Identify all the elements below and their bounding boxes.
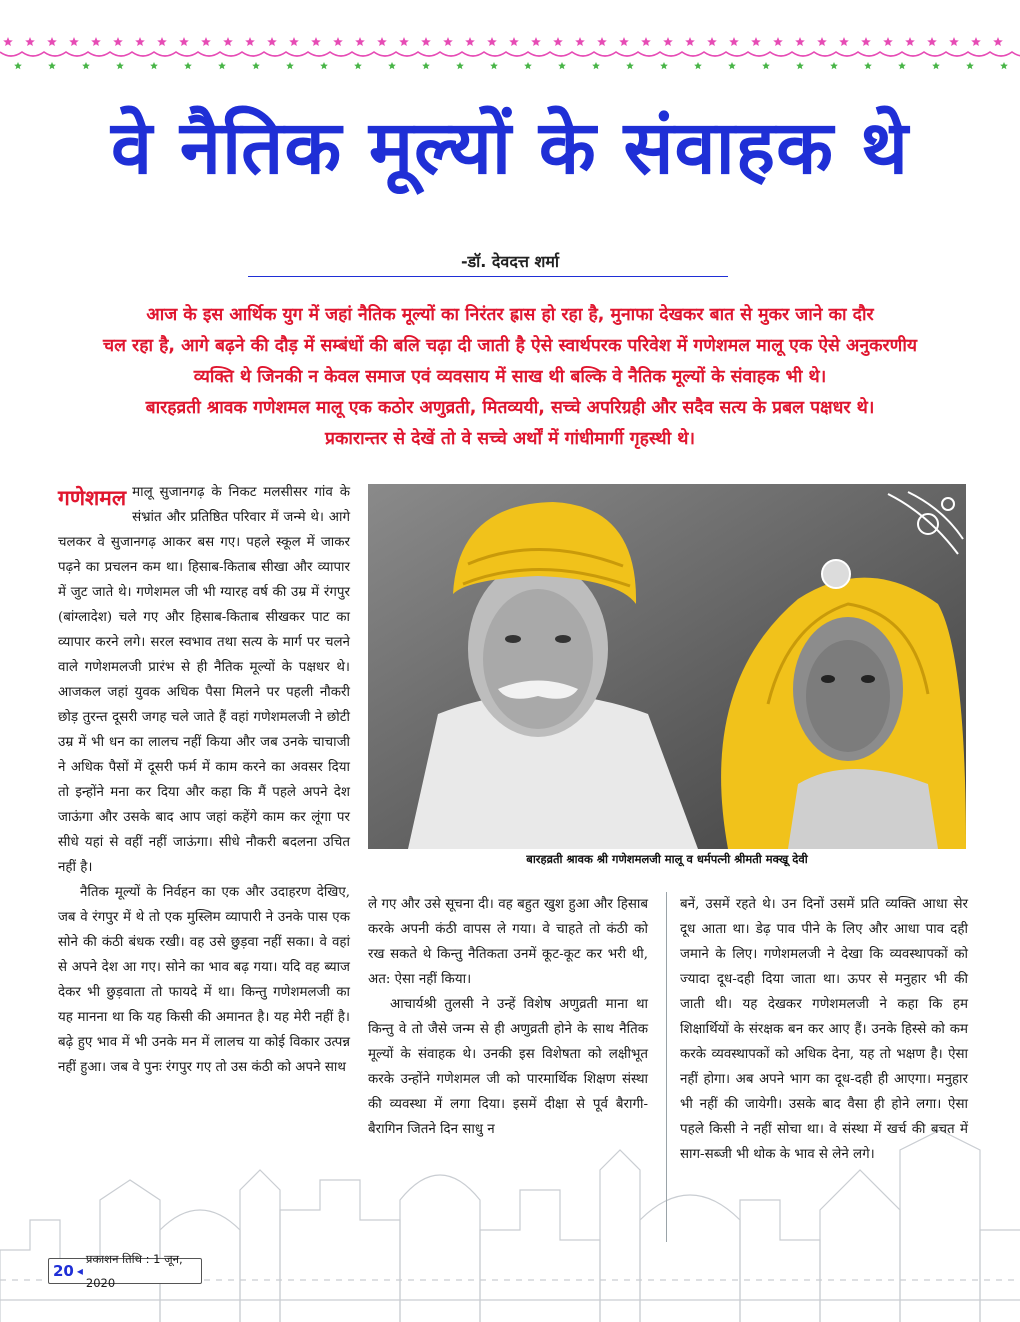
article-column-2 bbox=[368, 892, 648, 1142]
author-byline: -डॉ. देवदत्त शर्मा bbox=[460, 252, 560, 271]
author-divider bbox=[248, 276, 728, 277]
column-paragraph: मालू सुजानगढ़ के निकट मलसीसर गांव के संभ्रांत और प्रतिष्ठित परिवार में जन्मे थे। आगे चलकर वे सुजानगढ़ आकर बस गए। पहले स्कूल में जाकर पढ़ने का प्रचलन कम था। हिसाब-किताब सीखा और व्यापार में जुट जाते थे। गणेशमल जी भी ग्यारह वर्ष की उम्र में रंगपुर (बांग्लादेश) चले गए और हिसाब-किताब सीखकर पाट का व्यापार करने लगे। सरल स्वभाव तथा सत्य के मार्ग पर चलने वाले गणेशमलजी प्रारंभ से ही नैतिक मूल्यों के पक्षधर थे। आजकल जहां युवक अधिक पैसा मिलने पर पहली नौकरी छोड़ तुरन्त दूसरी जगह चले जाते हैं वहां गणेशमलजी ने छोटी उम्र में भी धन का लालच नहीं किया और जब उनके चाचाजी ने अधिक पैसों में दूसरी फर्म में काम करने का अवसर दिया तो इन्होंने मना कर दिया और कहा कि मैं पहले अपने देश जाऊंगा और उसके बाद आप जहां कहेंगे काम कर लूंगा पर सीधे यहां से वहीं नहीं जाऊंगा। सीधे नौकरी बदलना उचित नहीं है। bbox=[58, 485, 350, 875]
article-title: वे नैतिक मूल्यों के संवाहक थे bbox=[111, 105, 909, 191]
intro-line: प्रकारान्तर से देखें तो वे सच्चे अर्थों में गांधीमार्गी गृहस्थी थे। bbox=[324, 429, 696, 449]
decorative-top-border bbox=[0, 0, 1020, 80]
column-paragraph: नैतिक मूल्यों के निर्वहन का एक और उदाहरण देखिए, जब वे रंगपुर में थे तो एक मुस्लिम व्यापारी ने उनके पास एक सोने की कंठी बंधक रखी। वह उसे छुड़वा नहीं सका। वे वहां से अपने देश आ गए। सोने का भाव बढ़ गया। यदि वह ब्याज देकर भी छुड़वाता तो फायदे में था। किन्तु गणेशमलजी का यह मानना था कि यह किसी की अमानत है। यह मेरी नहीं है। बढ़े हुए भाव में भी उनके मन में लालच या कोई विकार उत्पन्न नहीं हुआ। जब वे पुनः रंगपुर गए तो उस कंठी को अपने साथ bbox=[58, 885, 350, 1075]
arrow-left-icon: ◂ bbox=[76, 1264, 83, 1278]
dropcap-word: गणेशमल bbox=[58, 486, 127, 510]
page-footer bbox=[48, 1252, 202, 1290]
intro-line: चल रहा है, आगे बढ़ने की दौड़ में सम्बंधों की बलि चढ़ा दी जाती है ऐसे स्वार्थपरक परिवेश में गणेशमल मालू एक ऐसे अनुकरणीय bbox=[102, 336, 917, 356]
intro-line: बारहव्रती श्रावक गणेशमल मालू एक कठोर अणुव्रती, मितव्ययी, सच्चे अपरिग्रही और सदैव सत्य के प्रबल पक्षधर थे। bbox=[145, 398, 875, 418]
page-number: 20 bbox=[53, 1262, 74, 1280]
column-divider bbox=[666, 892, 667, 1242]
intro-line: व्यक्ति थे जिनकी न केवल समाज एवं व्यवसाय में साख थी बल्कि वे नैतिक मूल्यों के संवाहक भी थे। bbox=[193, 367, 827, 387]
column-paragraph: आचार्यश्री तुलसी ने उन्हें विशेष अणुव्रती माना था किन्तु वे तो जैसे जन्म से ही अणुव्रती होने के साथ नैतिक मूल्यों के संवाहक थे। उनकी इस विशेषता को लक्षीभूत करके उन्होंने गणेशमल जी को पारमार्थिक शिक्षण संस्था की व्यवस्था में लगा दिया। इसमें दीक्षा से पूर्व बैरागी-बैरागिन जितने दिन साधु न bbox=[368, 997, 648, 1137]
column-paragraph: ले गए और उसे सूचना दी। वह बहुत खुश हुआ और हिसाब करके अपनी कंठी वापस ले गया। वे चाहते तो कंठी को रख सकते थे किन्तु नैतिकता उनमें कूट-कूट कर भरी थी, अत: ऐसा नहीं किया। bbox=[368, 897, 648, 987]
intro-line: आज के इस आर्थिक युग में जहां नैतिक मूल्यों का निरंतर ह्रास हो रहा है, मुनाफा देखकर बात से मुकर जाने का दौर bbox=[146, 305, 874, 325]
article-column-1 bbox=[58, 480, 350, 1080]
photo-caption: बारहव्रती श्रावक श्री गणेशमलजी मालू व धर्मपत्नी श्रीमती मक्खू देवी bbox=[526, 852, 808, 866]
article-column-3 bbox=[680, 892, 968, 1167]
intro-paragraph bbox=[55, 300, 965, 455]
publication-date: प्रकाशन तिथि : 1 जून, 2020 bbox=[85, 1252, 183, 1290]
column-paragraph: बनें, उसमें रहते थे। उन दिनों उसमें प्रति व्यक्ति आधा सेर दूध आता था। डेढ़ पाव पीने के लिए और आधा पाव दही जमाने के लिए। गणेशमलजी ने देखा कि व्यवस्थापकों को ज्यादा दूध-दही दिया जाता था। ऊपर से मनुहार भी की जाती थी। यह देखकर गणेशमलजी ने कहा कि हम शिक्षार्थियों के संरक्षक बन कर आए हैं। उनके हिस्से को कम करके व्यवस्थापकों को अधिक देना, यह तो भक्षण है। ऐसा नहीं होगा। अब अपने भाग का दूध-दही ही आएगा। मनुहार भी नहीं की जायेगी। उसके बाद वैसा ही होने लगा। ऐसा पहले किसी ने नहीं सोचा था। वे संस्था में खर्च की बचत में साग-सब्जी भी थोक के भाव से लेने लगे। bbox=[680, 897, 968, 1162]
portrait-photo bbox=[368, 484, 966, 849]
